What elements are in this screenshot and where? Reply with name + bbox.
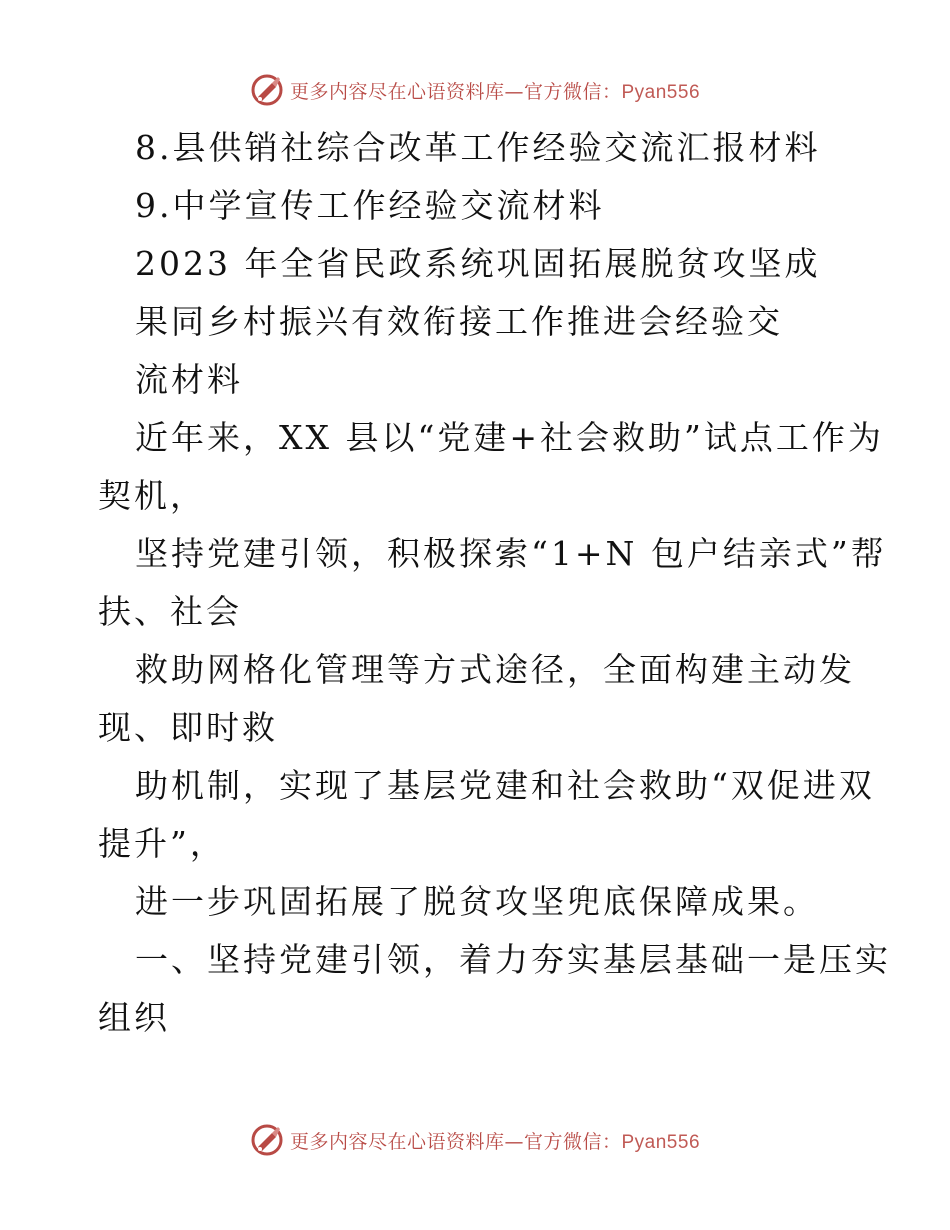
toc-item-9: 9.中学宣传工作经验交流材料 (135, 186, 605, 225)
paragraph-line: 救助网格化管理等方式途径，全面构建主动发 (135, 650, 855, 689)
paragraph-line: 助机制，实现了基层党建和社会救助“双促进双 (135, 766, 875, 805)
article-title-line-3: 流材料 (135, 360, 243, 399)
article-title-line-2: 果同乡村振兴有效衔接工作推进会经验交 (135, 302, 783, 341)
header-watermark (0, 70, 950, 110)
watermark-id: Pyan556 (621, 81, 701, 103)
section-heading-line: 一、坚持党建引领，着力夯实基层基础一是压实 (135, 940, 891, 979)
section-heading-line: 组织 (98, 998, 170, 1037)
watermark-text (290, 77, 700, 104)
paragraph-line: 扶、社会 (98, 592, 242, 631)
watermark-text (290, 1127, 700, 1154)
watermark-separator: — (504, 80, 524, 103)
watermark-label: 官方微信： (523, 80, 622, 103)
toc-item-8: 8.县供销社综合改革工作经验交流汇报材料 (135, 128, 821, 167)
paragraph-line: 近年来，XX 县以“党建+社会救助”试点工作为 (135, 418, 884, 457)
paragraph-line: 坚持党建引领，积极探索“1+N 包户结亲式”帮 (135, 534, 887, 573)
watermark-slogan: 更多内容尽在心语资料库 (289, 80, 505, 103)
watermark-label: 官方微信： (523, 1130, 622, 1153)
paragraph-line: 契机， (98, 476, 206, 515)
article-title-line-1: 2023 年全省民政系统巩固拓展脱贫攻坚成 (135, 244, 821, 283)
watermark-separator: — (504, 1130, 524, 1153)
paragraph-line: 提升”， (98, 824, 226, 863)
pen-logo-icon (250, 1123, 284, 1157)
watermark-id: Pyan556 (621, 1131, 701, 1153)
paragraph-line: 进一步巩固拓展了脱贫攻坚兜底保障成果。 (135, 882, 819, 921)
pen-logo-icon (250, 73, 284, 107)
footer-watermark (0, 1120, 950, 1160)
watermark-slogan: 更多内容尽在心语资料库 (289, 1130, 505, 1153)
paragraph-line: 现、即时救 (98, 708, 278, 747)
